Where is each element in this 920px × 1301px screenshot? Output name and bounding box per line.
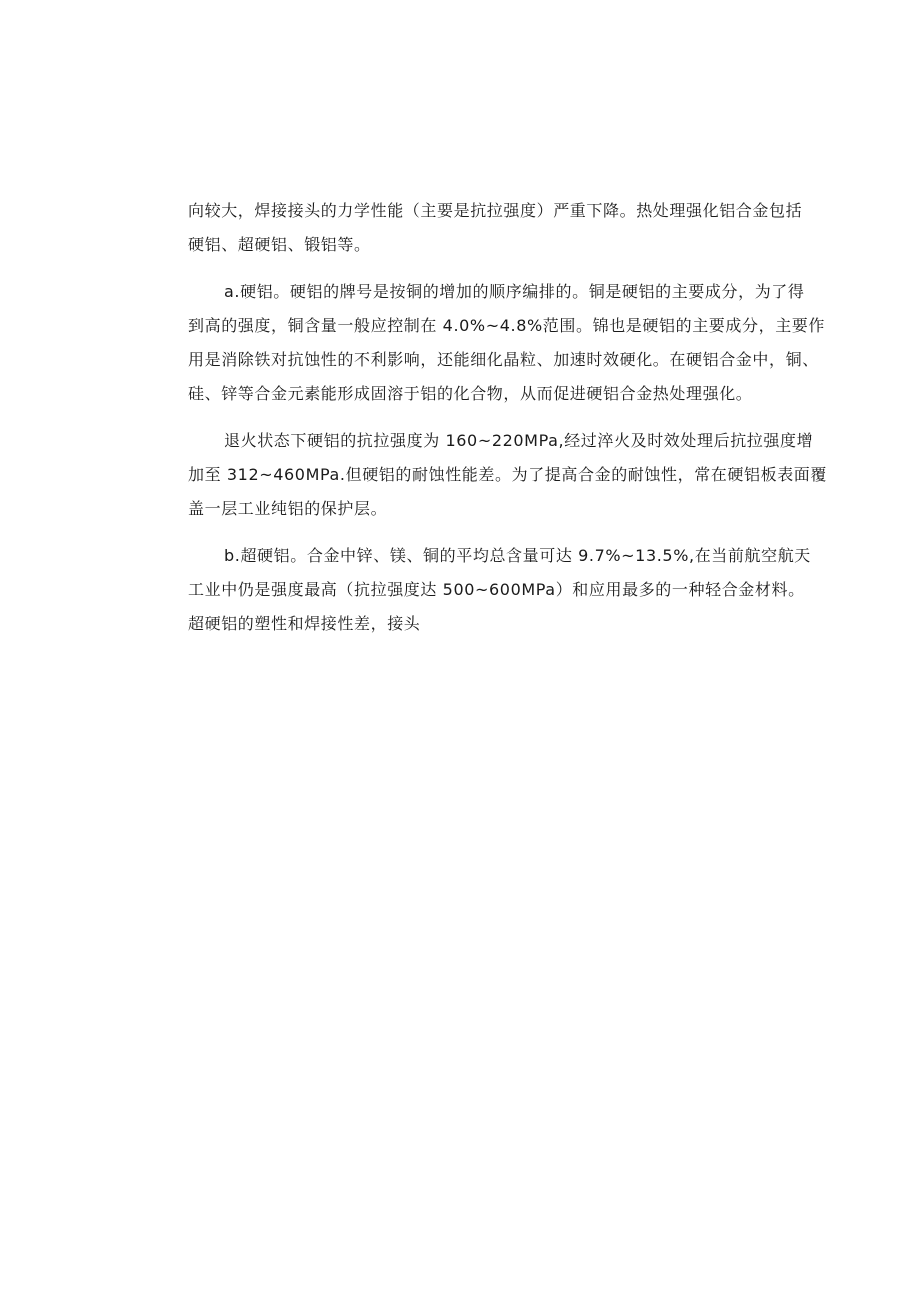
paragraph-2	[188, 275, 828, 411]
paragraph-spacer	[188, 411, 828, 424]
document-body	[188, 194, 828, 641]
paragraph-3	[188, 424, 828, 526]
paragraph-1-line-2: 硬铝、超硬铝、锻铝等。	[188, 235, 371, 254]
paragraph-2-line-4: 硅、锌等合金元素能形成固溶于铝的化合物，从而促进硬铝合金热处理强化。	[188, 384, 753, 403]
paragraph-3-line-2: 加至 312~460MPa.但硬铝的耐蚀性能差。为了提高合金的耐蚀性，常在硬铝板表面覆	[188, 465, 827, 484]
paragraph-2-line-1: a.硬铝。硬铝的牌号是按铜的增加的顺序编排的。铜是硬铝的主要成分，为了得	[224, 282, 805, 301]
paragraph-2-line-3: 用是消除铁对抗蚀性的不利影响，还能细化晶粒、加速时效硬化。在硬铝合金中，铜、	[188, 350, 819, 369]
paragraph-4-line-1: b.超硬铝。合金中锌、镁、铜的平均总含量可达 9.7%~13.5%,在当前航空航天	[224, 546, 811, 565]
paragraph-4	[188, 539, 828, 641]
paragraph-spacer	[188, 526, 828, 539]
paragraph-3-line-3: 盖一层工业纯铝的保护层。	[188, 499, 388, 518]
paragraph-spacer	[188, 262, 828, 275]
paragraph-3-line-1: 退火状态下硬铝的抗拉强度为 160~220MPa,经过淬火及时效处理后抗拉强度增	[224, 431, 814, 450]
paragraph-4-line-3: 超硬铝的塑性和焊接性差，接头	[188, 614, 421, 633]
paragraph-1	[188, 194, 828, 262]
paragraph-1-line-1: 向较大，焊接接头的力学性能（主要是抗拉强度）严重下降。热处理强化铝合金包括	[188, 201, 803, 220]
paragraph-2-line-2: 到高的强度，铜含量一般应控制在 4.0%~4.8%范围。锦也是硬铝的主要成分，主要作	[188, 316, 825, 335]
paragraph-4-line-2: 工业中仍是强度最高（抗拉强度达 500~600MPa）和应用最多的一种轻合金材料。	[188, 580, 805, 599]
